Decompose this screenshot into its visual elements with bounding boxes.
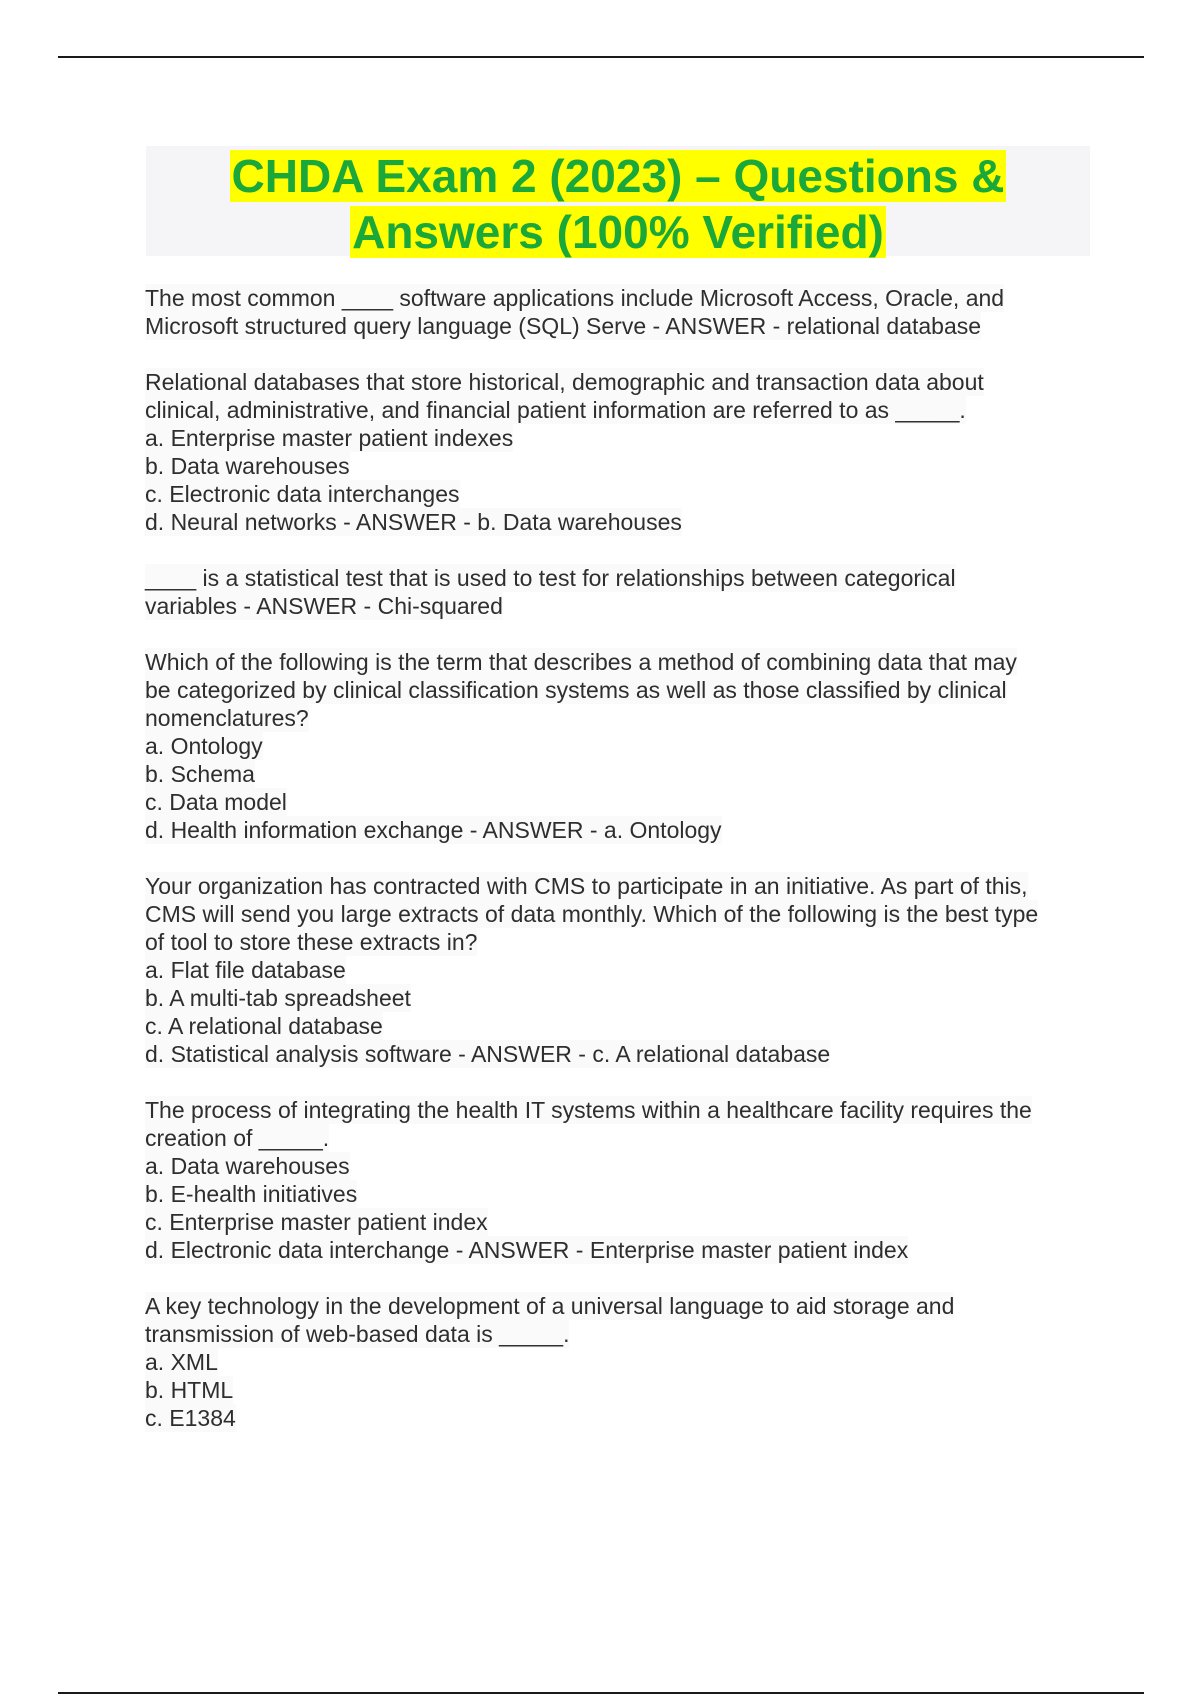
title-line-1: CHDA Exam 2 (2023) – Questions &	[231, 150, 1005, 202]
qa-line: of tool to store these extracts in?	[145, 929, 478, 955]
qa-line: A key technology in the development of a universal language to aid storage and	[145, 1293, 955, 1319]
qa-option-answer: d. Statistical analysis software - ANSWER - c. A relational database	[145, 1041, 831, 1067]
qa-option: c. Electronic data interchanges	[145, 481, 460, 507]
qa-line: Which of the following is the term that describes a method of combining data that may	[145, 649, 1017, 675]
qa-option: c. E1384	[145, 1405, 236, 1431]
qa-line: transmission of web-based data is _____.	[145, 1321, 570, 1347]
qa-option: a. Data warehouses	[145, 1153, 350, 1179]
document-title	[146, 146, 1090, 260]
qa-option: a. Ontology	[145, 733, 263, 759]
qa-option: a. Flat file database	[145, 957, 346, 983]
qa-line: Your organization has contracted with CMS to participate in an initiative. As part of this,	[145, 873, 1028, 899]
qa-line: ____ is a statistical test that is used to test for relationships between categorical	[145, 565, 956, 591]
qa-line: Relational databases that store historical, demographic and transaction data about	[145, 369, 984, 395]
qa-item-4	[145, 648, 1105, 844]
qa-line: nomenclatures?	[145, 705, 309, 731]
bottom-rule	[58, 1692, 1144, 1694]
title-band	[146, 146, 1090, 256]
qa-line: The most common ____ software applications include Microsoft Access, Oracle, and	[145, 285, 1005, 311]
qa-option: b. Data warehouses	[145, 453, 350, 479]
qa-line: clinical, administrative, and financial patient information are referred to as _____.	[145, 397, 966, 423]
qa-item-7	[145, 1292, 1105, 1432]
qa-option: c. Data model	[145, 789, 287, 815]
qa-option: b. HTML	[145, 1377, 234, 1403]
qa-item-3	[145, 564, 1105, 620]
qa-item-5	[145, 872, 1105, 1068]
qa-option-answer: d. Health information exchange - ANSWER - a. Ontology	[145, 817, 722, 843]
qa-item-2	[145, 368, 1105, 536]
qa-option: b. A multi-tab spreadsheet	[145, 985, 411, 1011]
qa-option: b. E-health initiatives	[145, 1181, 358, 1207]
qa-line: creation of _____.	[145, 1125, 330, 1151]
title-line-2: Answers (100% Verified)	[352, 206, 884, 258]
qa-option: c. A relational database	[145, 1013, 383, 1039]
qa-line: The process of integrating the health IT systems within a healthcare facility requires the	[145, 1097, 1032, 1123]
qa-line: CMS will send you large extracts of data monthly. Which of the following is the best type	[145, 901, 1039, 927]
qa-item-6	[145, 1096, 1105, 1264]
qa-item-1	[145, 284, 1105, 340]
qa-line: be categorized by clinical classification systems as well as those classified by clinical	[145, 677, 1007, 703]
qa-line: variables - ANSWER - Chi-squared	[145, 593, 503, 619]
qa-option-answer: d. Neural networks - ANSWER - b. Data warehouses	[145, 509, 682, 535]
qa-option: c. Enterprise master patient index	[145, 1209, 488, 1235]
qa-content	[145, 284, 1105, 1460]
qa-option: a. XML	[145, 1349, 218, 1375]
qa-option: b. Schema	[145, 761, 255, 787]
qa-option: a. Enterprise master patient indexes	[145, 425, 514, 451]
top-rule	[58, 56, 1144, 58]
qa-option-answer: d. Electronic data interchange - ANSWER - Enterprise master patient index	[145, 1237, 909, 1263]
qa-line: Microsoft structured query language (SQL) Serve - ANSWER - relational database	[145, 313, 982, 339]
